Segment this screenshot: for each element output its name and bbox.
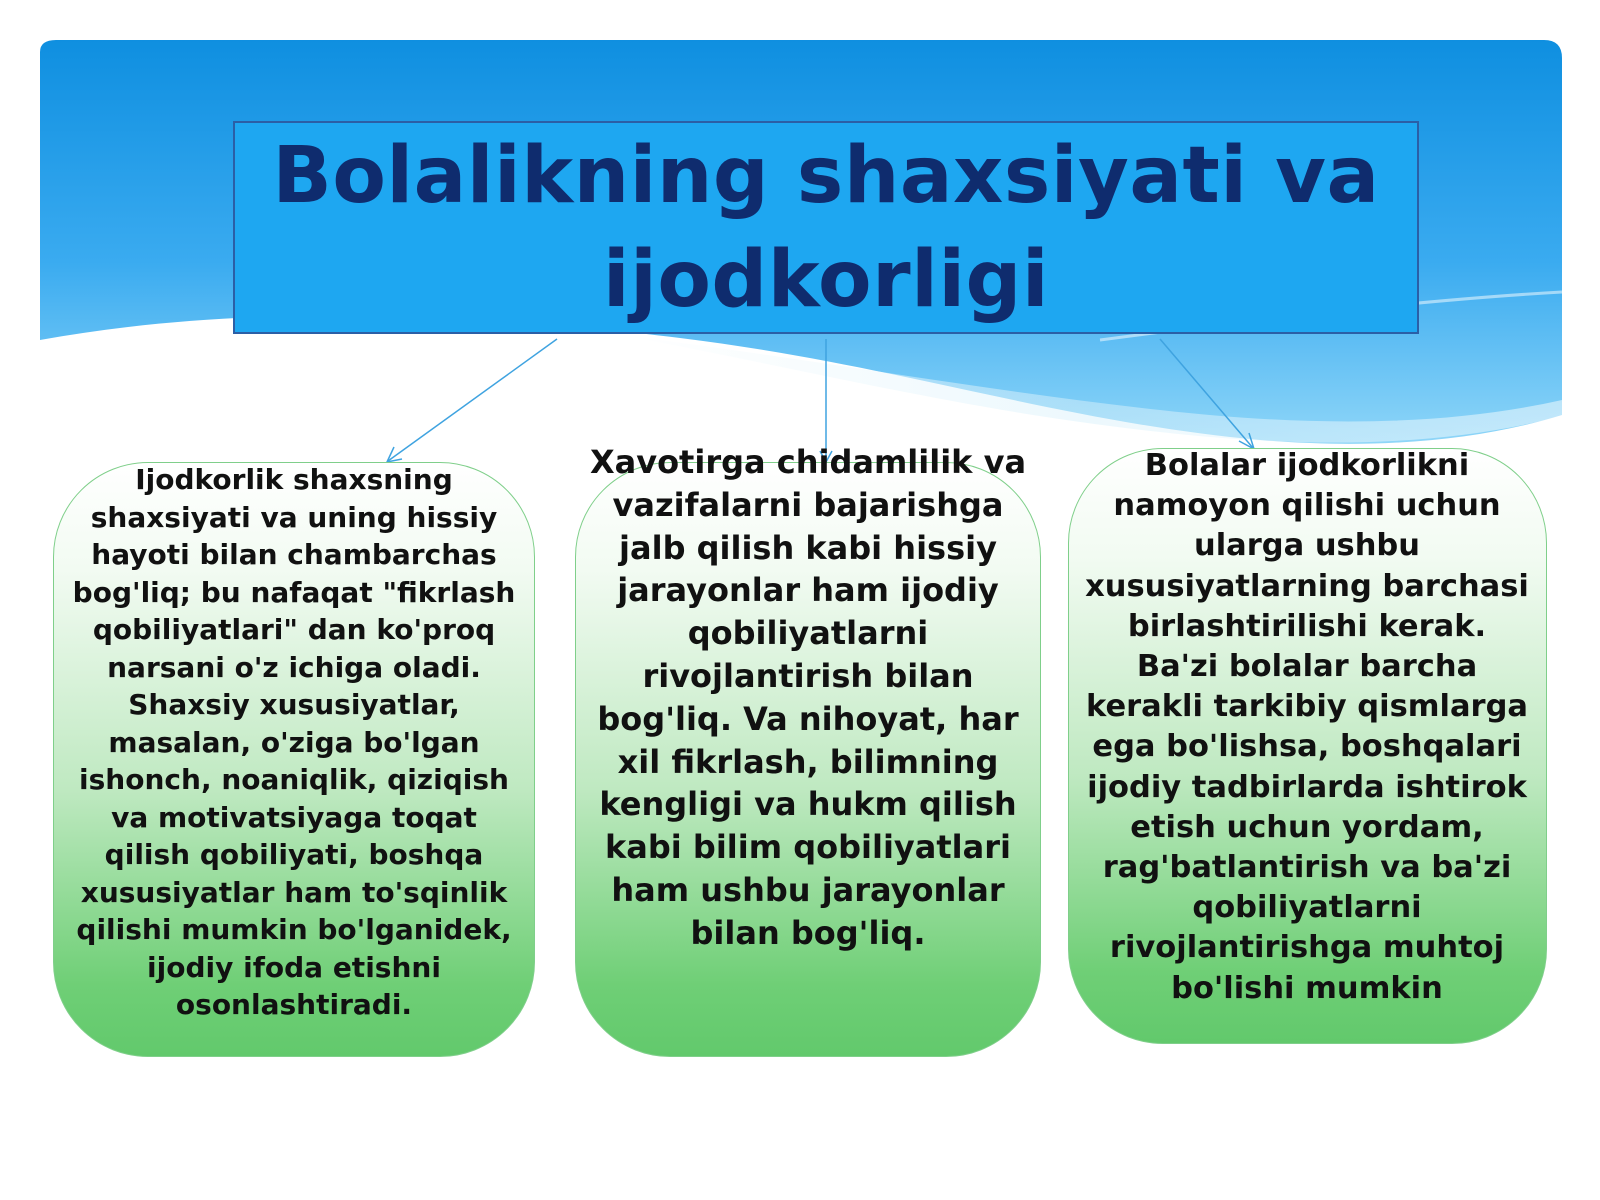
box-right-text: Bolalar ijodkorlikni namoyon qilishi uchun ularga ushbu xususiyatlarning barchasi birlashtirilishi kerak. Ba'zi bolalar barcha kerakli tarkibiy qismlarga ega bo'lishsa, boshqalari ijodiy tadbirlarda ishtirok etish uchun yordam, rag'batlantirish va ba'zi qobiliyatlarni rivojlantirishga muhtoj bo'lishi mumkin [1085,448,1529,1006]
box-middle-text: Xavotirga chidamlilik va vazifalarni bajarishga jalb qilish kabi hissiy jarayonlar ham ijodiy qobiliyatlarni rivojlantirish bilan bog'liq. Va nihoyat, har xil fikrlash, bilimning kengligi va hukm qilish kabi bilim qobiliyatlari ham ushbu jarayonlar bilan bog'liq. [589,443,1027,952]
box-left-text: Ijodkorlik shaxsning shaxsiyati va uning hissiy hayoti bilan chambarchas bog'liq; bu nafaqat "fikrlash qobiliyatlari" dan ko'proq narsani o'z ichiga oladi. Shaxsiy xususiyatlar, masalan, o'ziga bo'lgan ishonch, noaniqlik, qiziqish va motivatsiyaga toqat qilish qobiliyati, boshqa xususiyatlar ham to'sqinlik qilishi mumkin bo'lganidek, ijodiy ifoda etishni osonlashtiradi. [72,463,516,1021]
connector-left [388,339,557,461]
title-box [233,121,1419,334]
title: Bolalikning shaxsiyati va ijodkorligi [272,130,1380,325]
